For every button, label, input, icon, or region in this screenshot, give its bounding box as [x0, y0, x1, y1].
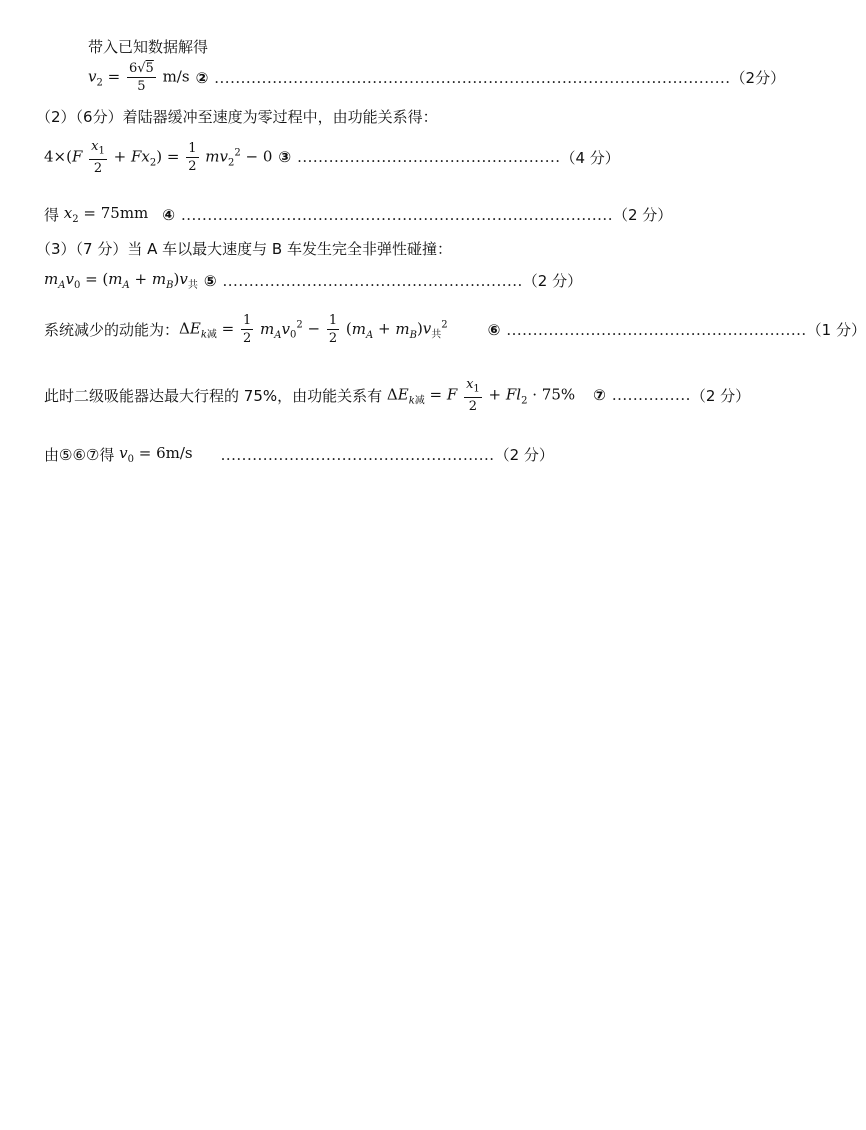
score-label: （1 分）: [806, 321, 866, 339]
leader-dots: ...............: [611, 386, 691, 405]
solution-line-8: [44, 314, 866, 345]
equation-work-energy: $\Delta E_{k减} = F$ $\frac{x_1}{2}$ + $Fl_2 \cdot 75\%$: [382, 377, 576, 414]
leader-dots: ..................................................: [297, 148, 561, 167]
solution-line-3: [36, 106, 438, 127]
fraction: $\frac{1}{2}$: [188, 140, 197, 174]
text-substitute-data: 带入已知数据解得: [88, 38, 209, 56]
fraction: $\frac{6√5}{5}$: [128, 61, 154, 94]
part-3-heading: （3）（7 分）当 A 车以最大速度与 B 车发生完全非弹性碰撞：: [36, 240, 452, 258]
solution-line-4: [44, 140, 620, 175]
score-label: （2 分）: [690, 386, 751, 405]
text-prefix: 系统减少的动能为：: [44, 321, 180, 339]
text-prefix: 此时二级吸能器达最大行程的 75%，由功能关系有: [44, 386, 383, 405]
equation-kinetic-loss: $\Delta E_{k减}$ = $\frac{1}{2}$ $m_Av_0^2$ − $\frac{1}{2}$ $(m_A + m_B)v_共^2$: [179, 313, 448, 346]
circled-number-5: ⑤: [203, 271, 217, 290]
fraction: $\frac{x_1}{2}$: [91, 139, 105, 176]
equation-x2: $x_2 = 75mm$: [63, 204, 149, 225]
fraction: $\frac{1}{2}$: [242, 313, 252, 346]
part-2-heading: （2）（6分）着陆器缓冲至速度为零过程中，由功能关系得：: [36, 108, 438, 126]
equation-v2: $v_2$ = $\frac{6√5}{5}$ m/s: [88, 61, 190, 94]
circled-number-7: ⑦: [593, 386, 606, 405]
circled-number-4: ④: [162, 205, 175, 224]
leader-dots: .........................................................: [506, 320, 807, 339]
leader-dots: .........................................................: [222, 271, 523, 290]
equation-energy: 4×(F $\frac{x_1}{2}$ + $Fx_2$) = $\frac{1}{2}$ $mv_2^2 - 0$: [44, 139, 273, 176]
solution-line-9: [44, 378, 750, 413]
score-label: （2 分）: [494, 446, 554, 464]
score-label: （4 分）: [560, 148, 620, 167]
fraction: $\frac{1}{2}$: [328, 313, 338, 346]
leader-dots: ..................................................................................................: [214, 68, 731, 87]
text-prefix: 得: [44, 206, 60, 224]
solution-line-5: [44, 204, 672, 225]
circled-number-3: ③: [278, 148, 292, 167]
solution-line-7: [44, 270, 582, 291]
text-prefix: 由⑤⑥⑦得: [44, 446, 115, 464]
fraction: $\frac{x_1}{2}$: [466, 377, 480, 414]
solution-line-1: [88, 36, 208, 57]
solution-line-2: [88, 62, 785, 93]
leader-dots: ....................................................: [220, 445, 495, 464]
equation-v0-result: $v_0 = 6m/s$: [119, 444, 193, 465]
equation-momentum: $m_Av_0 = (m_A + m_B)v_共$: [44, 270, 198, 291]
score-label: （2分）: [730, 69, 786, 87]
score-label: （2 分）: [522, 272, 583, 290]
circled-number-6: ⑥: [487, 320, 501, 339]
solution-line-6: [36, 238, 452, 259]
circled-number-2: ②: [195, 68, 209, 87]
solution-line-10: [44, 444, 554, 465]
leader-dots: ..................................................................................: [180, 205, 613, 224]
score-label: （2 分）: [612, 206, 673, 224]
